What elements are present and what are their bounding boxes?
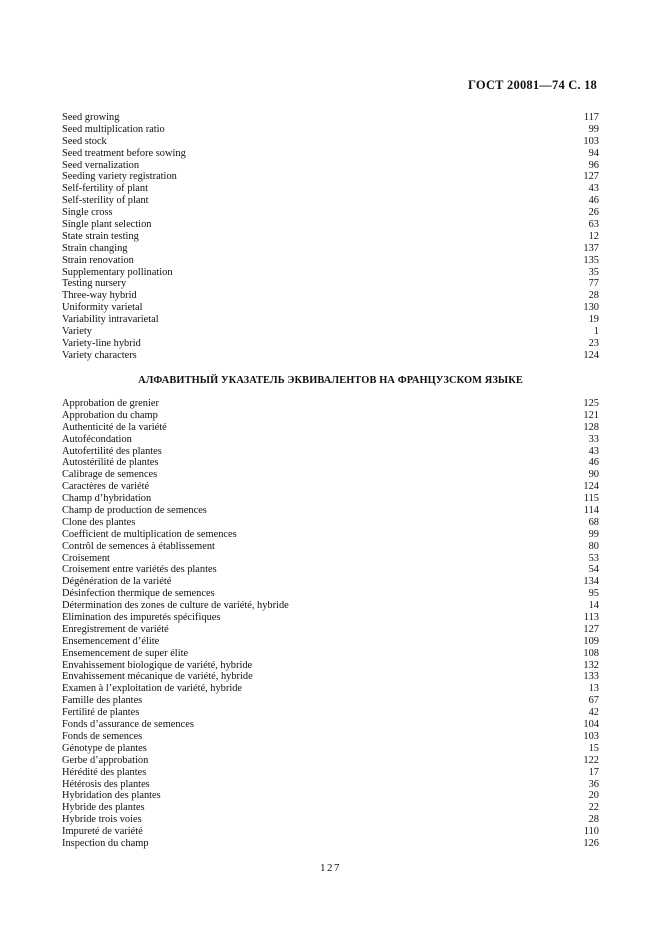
index-entry (62, 826, 599, 838)
index-term: Envahissement biologique de variété, hybride (62, 659, 253, 671)
index-entry (62, 600, 599, 612)
index-entry (62, 422, 599, 434)
index-page-ref: 126 (583, 837, 599, 849)
index-term: Strain changing (62, 242, 128, 254)
index-term: Approbation du champ (62, 409, 158, 421)
index-page-ref: 121 (583, 409, 599, 421)
index-page-ref: 28 (588, 290, 599, 302)
index-entry (62, 767, 599, 779)
index-term: Désinfection thermique de semences (62, 588, 215, 600)
index-term: Hétérosis des plantes (62, 778, 150, 790)
index-term: Enregistrement de variété (62, 623, 169, 635)
index-page-ref: 122 (583, 754, 599, 766)
index-page-ref: 17 (588, 766, 599, 778)
index-entry (62, 790, 599, 802)
index-page-ref: 114 (583, 505, 599, 517)
index-term: Seed multiplication ratio (62, 123, 165, 135)
index-entry (62, 350, 599, 362)
index-term: Fertilité de plantes (62, 707, 140, 719)
index-page-ref: 103 (583, 135, 599, 147)
index-term: Examen à l’exploitation de variété, hybride (62, 683, 243, 695)
index-term: Inspection du champ (62, 837, 149, 849)
index-entry (62, 814, 599, 826)
index-page-ref: 12 (588, 230, 599, 242)
index-term: Champ de production de semences (62, 505, 207, 517)
index-entry (62, 612, 599, 624)
index-entry (62, 802, 599, 814)
index-entry (62, 243, 599, 255)
index-page-ref: 43 (588, 445, 599, 457)
index-page-ref: 135 (583, 254, 599, 266)
index-page-ref: 20 (588, 790, 599, 802)
index-term: Élimination des impuretés spécifiques (62, 612, 221, 624)
index-page-ref: 67 (588, 695, 599, 707)
index-term: Envahissement mécanique de variété, hybride (62, 671, 253, 683)
index-term: Ensemencement de super élite (62, 647, 189, 659)
index-term: Génotype de plantes (62, 742, 147, 754)
index-entry (62, 660, 599, 672)
index-page-ref: 127 (583, 171, 599, 183)
index-page-ref: 19 (588, 314, 599, 326)
index-term: Hybride trois voies (62, 814, 142, 826)
index-entry (62, 195, 599, 207)
index-entry (62, 231, 599, 243)
index-page-ref: 77 (588, 278, 599, 290)
index-entry (62, 410, 599, 422)
english-index-list (62, 112, 599, 362)
index-term: Gerbe d’approbation (62, 754, 149, 766)
index-page-ref: 94 (588, 147, 599, 159)
index-term: Variety-line hybrid (62, 337, 141, 349)
index-entry (62, 683, 599, 695)
index-term: Fonds de semences (62, 730, 143, 742)
index-entry (62, 576, 599, 588)
index-page-ref: 128 (583, 421, 599, 433)
index-entry (62, 446, 599, 458)
index-entry (62, 838, 599, 850)
index-entry (62, 434, 599, 446)
index-term: Croisement entre variétés des plantes (62, 564, 217, 576)
index-term: Single plant selection (62, 219, 152, 231)
index-entry (62, 743, 599, 755)
index-term: Strain renovation (62, 254, 134, 266)
index-term: Coefficient de multiplication de semences (62, 528, 237, 540)
index-entry (62, 290, 599, 302)
index-term: Calibrage de semences (62, 469, 158, 481)
index-page-ref: 134 (583, 576, 599, 588)
index-entry (62, 731, 599, 743)
index-entry (62, 469, 599, 481)
index-page-ref: 68 (588, 516, 599, 528)
index-page-ref: 115 (583, 493, 599, 505)
index-term: Hybride des plantes (62, 802, 145, 814)
index-page-ref: 26 (588, 207, 599, 219)
index-page-ref: 22 (588, 802, 599, 814)
index-entry (62, 326, 599, 338)
index-entry (62, 255, 599, 267)
index-page-ref: 33 (588, 433, 599, 445)
index-page-ref: 99 (588, 123, 599, 135)
index-term: Autostérilité de plantes (62, 457, 159, 469)
index-page-ref: 124 (583, 349, 599, 361)
index-page-ref: 108 (583, 647, 599, 659)
index-entry (62, 171, 599, 183)
index-entry (62, 398, 599, 410)
index-entry (62, 278, 599, 290)
index-page-ref: 137 (583, 242, 599, 254)
index-page-ref: 42 (588, 707, 599, 719)
index-entry (62, 636, 599, 648)
index-term: Seed vernalization (62, 159, 140, 171)
index-term: Seed growing (62, 112, 120, 123)
index-term: State strain testing (62, 230, 139, 242)
index-entry (62, 124, 599, 136)
index-term: Champ d’hybridation (62, 493, 152, 505)
index-term: Seed stock (62, 135, 107, 147)
index-entry (62, 719, 599, 731)
index-entry (62, 314, 599, 326)
index-page-ref: 130 (583, 302, 599, 314)
index-page-ref: 13 (588, 683, 599, 695)
index-page-ref: 46 (588, 457, 599, 469)
index-term: Clone des plantes (62, 516, 136, 528)
index-page-ref: 54 (588, 564, 599, 576)
index-term: Famille des plantes (62, 695, 143, 707)
index-page-ref: 96 (588, 159, 599, 171)
index-page-ref: 95 (588, 588, 599, 600)
index-page-ref: 36 (588, 778, 599, 790)
index-entry (62, 588, 599, 600)
index-page-ref: 124 (583, 481, 599, 493)
french-index-heading: АЛФАВИТНЫЙ УКАЗАТЕЛЬ ЭКВИВАЛЕНТОВ НА ФРАНЦУЗСКОМ ЯЗЫКЕ (138, 375, 523, 386)
index-page-ref: 63 (588, 219, 599, 231)
index-term: Hybridation des plantes (62, 790, 161, 802)
index-term: Uniformity varietal (62, 302, 143, 314)
index-term: Détermination des zones de culture de variété, hybride (62, 600, 289, 612)
index-entry (62, 457, 599, 469)
index-term: Caractères de variété (62, 481, 150, 493)
index-term: Approbation de grenier (62, 398, 159, 409)
index-entry (62, 624, 599, 636)
index-page-ref: 1 (593, 326, 599, 338)
index-entry (62, 481, 599, 493)
index-term: Single cross (62, 207, 113, 219)
index-term: Seeding variety registration (62, 171, 177, 183)
index-term: Three-way hybrid (62, 290, 137, 302)
index-entry (62, 553, 599, 565)
index-entry (62, 207, 599, 219)
page-number: 127 (320, 862, 341, 874)
index-entry (62, 695, 599, 707)
index-term: Contrôl de semences à établissement (62, 540, 215, 552)
index-page-ref: 109 (583, 635, 599, 647)
index-page-ref: 28 (588, 814, 599, 826)
index-page-ref: 15 (588, 742, 599, 754)
index-page-ref: 46 (588, 195, 599, 207)
index-term: Autofécondation (62, 433, 132, 445)
index-page-ref: 113 (583, 612, 599, 624)
index-page-ref: 117 (583, 112, 599, 123)
index-entry (62, 302, 599, 314)
index-entry (62, 267, 599, 279)
index-entry (62, 505, 599, 517)
index-term: Authenticité de la variété (62, 421, 167, 433)
index-entry (62, 219, 599, 231)
index-page-ref: 53 (588, 552, 599, 564)
index-entry (62, 517, 599, 529)
index-term: Supplementary pollination (62, 266, 173, 278)
index-entry (62, 648, 599, 660)
index-term: Seed treatment before sowing (62, 147, 186, 159)
index-entry (62, 183, 599, 195)
index-page-ref: 104 (583, 719, 599, 731)
index-entry (62, 779, 599, 791)
index-entry (62, 160, 599, 172)
index-page-ref: 110 (583, 826, 599, 838)
index-entry (62, 112, 599, 124)
index-term: Dégénération de la variété (62, 576, 172, 588)
index-page-ref: 90 (588, 469, 599, 481)
index-page-ref: 80 (588, 540, 599, 552)
index-page-ref: 14 (588, 600, 599, 612)
index-entry (62, 529, 599, 541)
index-term: Fonds d’assurance de semences (62, 719, 194, 731)
index-entry (62, 541, 599, 553)
index-page-ref: 133 (583, 671, 599, 683)
index-page-ref: 132 (583, 659, 599, 671)
index-term: Ensemencement d’élite (62, 635, 160, 647)
index-term: Self-fertility of plant (62, 183, 148, 195)
index-entry (62, 338, 599, 350)
index-term: Croisement (62, 552, 110, 564)
french-index-list (62, 398, 599, 850)
index-entry (62, 755, 599, 767)
index-term: Variety (62, 326, 93, 338)
index-entry (62, 707, 599, 719)
document-reference-header: ГОСТ 20081—74 С. 18 (468, 78, 597, 92)
index-term: Autofertilité des plantes (62, 445, 162, 457)
index-entry (62, 148, 599, 160)
index-page-ref: 23 (588, 337, 599, 349)
index-entry (62, 493, 599, 505)
index-term: Variability intravarietal (62, 314, 159, 326)
index-term: Hérédité des plantes (62, 766, 147, 778)
index-page-ref: 125 (583, 398, 599, 409)
index-term: Impureté de variété (62, 826, 143, 838)
index-term: Self-sterility of plant (62, 195, 149, 207)
index-page-ref: 43 (588, 183, 599, 195)
index-entry (62, 136, 599, 148)
index-page-ref: 127 (583, 623, 599, 635)
index-page-ref: 99 (588, 528, 599, 540)
index-page-ref: 35 (588, 266, 599, 278)
index-term: Testing nursery (62, 278, 127, 290)
index-term: Variety characters (62, 349, 137, 361)
index-entry (62, 671, 599, 683)
index-page-ref: 103 (583, 730, 599, 742)
index-entry (62, 564, 599, 576)
